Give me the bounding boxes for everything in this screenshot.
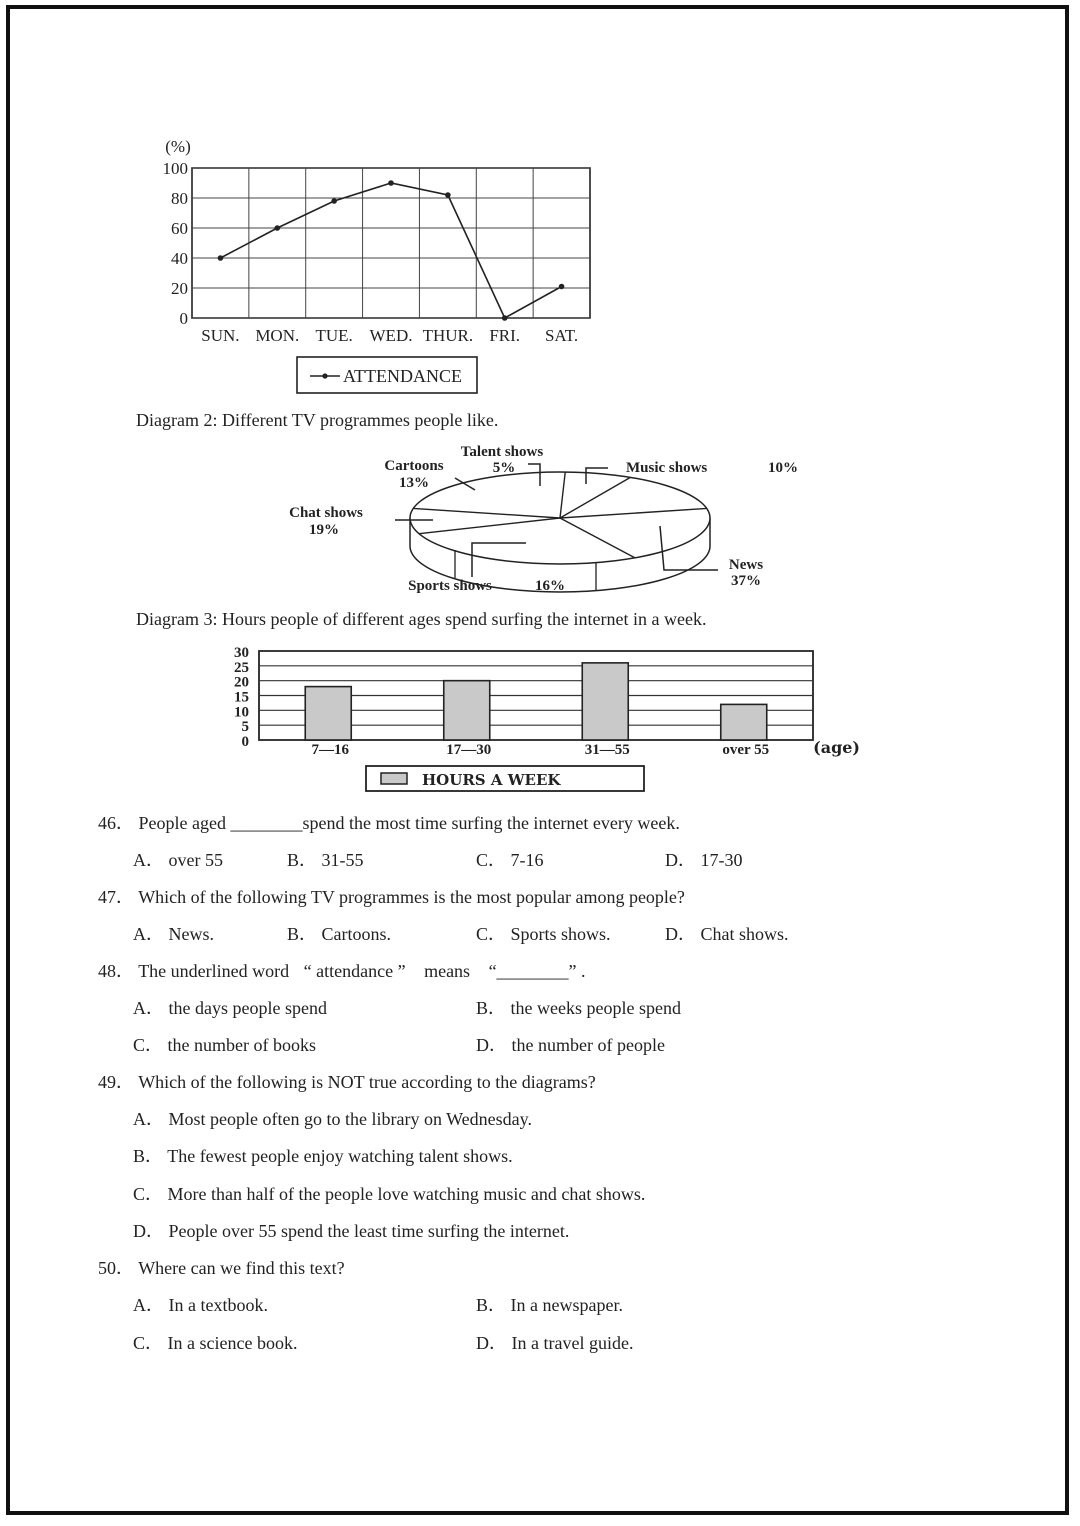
question-number: 49．	[98, 1072, 134, 1092]
x-tick-label: over 55	[722, 742, 770, 758]
line-chart-series	[218, 180, 565, 321]
label-sports: Sports shows	[408, 578, 492, 594]
bar	[444, 681, 490, 740]
option-letter: D．	[665, 924, 696, 944]
option-47-d[interactable]	[665, 920, 789, 946]
option-48-c[interactable]	[133, 1031, 316, 1057]
data-point	[218, 255, 224, 261]
option-letter: D．	[133, 1221, 164, 1241]
option-text: Most people often go to the library on Wednesday.	[168, 1109, 532, 1129]
y-tick-label: 80	[171, 189, 188, 208]
y-tick-label: 25	[234, 659, 249, 676]
option-47-c[interactable]	[476, 920, 611, 946]
option-letter: A．	[133, 998, 164, 1018]
label-cartoons-pct: 13%	[399, 475, 429, 491]
option-letter: C．	[476, 850, 507, 870]
option-47-b[interactable]	[287, 920, 391, 946]
label-music-pct: 10%	[768, 460, 798, 476]
question-text: Which of the following is NOT true according to the diagrams?	[138, 1072, 596, 1092]
option-48-d[interactable]	[476, 1031, 665, 1057]
y-tick-label: 0	[179, 309, 188, 328]
y-tick-label: 100	[162, 159, 188, 178]
option-text: the number of people	[511, 1035, 665, 1055]
option-text: 31-55	[321, 850, 364, 870]
y-tick-label: 10	[234, 704, 249, 721]
y-tick-label: 5	[241, 719, 249, 736]
x-tick-label: THUR.	[422, 326, 474, 345]
question-text: The underlined word	[138, 961, 290, 981]
label-news: News	[728, 557, 764, 573]
option-text: People over 55 spend the least time surfing the internet.	[168, 1221, 570, 1241]
tv-programmes-pie-chart	[250, 440, 830, 600]
option-text: Chat shows.	[700, 924, 789, 944]
option-letter: B．	[287, 850, 318, 870]
y-tick-label: 60	[171, 219, 188, 238]
x-tick-label: 17—30	[446, 742, 492, 758]
option-text: the weeks people spend	[510, 998, 681, 1018]
question-48	[98, 957, 586, 983]
bar-chart-legend	[366, 766, 644, 791]
bar-legend-swatch	[381, 773, 407, 784]
bar	[582, 663, 628, 740]
question-47	[98, 883, 685, 909]
attendance-line-chart	[150, 130, 620, 400]
data-point	[445, 192, 451, 198]
diagram-3-caption: Diagram 3: Hours people of different ages spend surfing the internet in a week.	[136, 609, 707, 629]
label-cartoons: Cartoons	[384, 458, 444, 474]
question-text: Which of the following TV programmes is the most popular among people?	[138, 887, 685, 907]
label-sports-pct: 16%	[535, 578, 565, 594]
line-chart-y-ticks	[163, 159, 189, 328]
line-chart-legend	[297, 357, 477, 393]
answer-blank: “________” .	[488, 961, 586, 981]
question-46	[98, 809, 680, 835]
x-tick-label: 31—55	[584, 742, 630, 758]
option-letter: D．	[476, 1035, 507, 1055]
line-chart-y-label: (%)	[165, 137, 191, 156]
option-text: the days people spend	[168, 998, 327, 1018]
bar-chart-x-ticks	[312, 742, 770, 758]
x-tick-label: 7—16	[311, 742, 349, 758]
answer-blank: ________	[230, 813, 303, 833]
option-50-b[interactable]	[476, 1291, 623, 1317]
bar-chart-x-unit: (age)	[813, 738, 860, 757]
data-point	[502, 315, 508, 321]
option-text: In a textbook.	[168, 1295, 268, 1315]
option-text: In a newspaper.	[510, 1295, 623, 1315]
option-50-a[interactable]	[133, 1291, 268, 1317]
option-letter: A．	[133, 1295, 164, 1315]
legend-marker	[322, 373, 327, 378]
question-text-cont: spend the most time surfing the internet every week.	[302, 813, 680, 833]
y-tick-label: 0	[241, 734, 249, 750]
line-chart-grid	[192, 168, 590, 318]
underlined-word: “ attendance ”	[303, 961, 406, 981]
label-talent: Talent shows	[460, 444, 544, 460]
x-tick-label: TUE.	[315, 326, 353, 345]
label-chat-pct: 19%	[309, 522, 339, 538]
option-49-a[interactable]	[133, 1105, 532, 1131]
option-text: over 55	[168, 850, 223, 870]
question-number: 47．	[98, 887, 134, 907]
option-letter: A．	[133, 924, 164, 944]
option-text: In a travel guide.	[511, 1333, 634, 1353]
option-text: More than half of the people love watching music and chat shows.	[167, 1184, 646, 1204]
line-chart-x-ticks	[201, 326, 578, 345]
option-letter: D．	[476, 1333, 507, 1353]
y-tick-label: 40	[171, 249, 188, 268]
option-49-b[interactable]	[133, 1142, 513, 1168]
option-letter: A．	[133, 850, 164, 870]
attendance-line	[220, 183, 561, 318]
data-point	[274, 225, 280, 231]
option-50-d[interactable]	[476, 1329, 633, 1355]
question-text-cont: means	[424, 961, 471, 981]
option-47-a[interactable]	[133, 920, 214, 946]
option-text: the number of books	[167, 1035, 316, 1055]
question-number: 48．	[98, 961, 134, 981]
data-point	[559, 284, 565, 290]
option-letter: C．	[133, 1333, 164, 1353]
option-text: News.	[168, 924, 214, 944]
pie-body	[410, 472, 710, 592]
x-tick-label: MON.	[255, 326, 300, 345]
option-text: Cartoons.	[321, 924, 392, 944]
bar	[305, 687, 351, 740]
bar-chart-bars	[305, 663, 767, 740]
y-tick-label: 30	[234, 645, 249, 661]
plot-frame	[192, 168, 590, 318]
question-text: People aged	[138, 813, 226, 833]
label-chat: Chat shows	[289, 505, 363, 521]
option-49-c[interactable]	[133, 1180, 645, 1206]
question-number: 46．	[98, 813, 134, 833]
option-48-b[interactable]	[476, 994, 681, 1020]
x-tick-label: FRI.	[489, 326, 521, 345]
question-number: 50．	[98, 1258, 134, 1278]
option-46-d[interactable]	[665, 846, 743, 872]
option-letter: C．	[133, 1035, 164, 1055]
option-text: The fewest people enjoy watching talent shows.	[167, 1146, 513, 1166]
y-tick-label: 20	[171, 279, 188, 298]
option-50-c[interactable]	[133, 1329, 297, 1355]
option-letter: A．	[133, 1109, 164, 1129]
diagram-2-caption: Diagram 2: Different TV programmes people like.	[136, 410, 499, 430]
question-text: Where can we find this text?	[138, 1258, 345, 1278]
option-letter: D．	[665, 850, 696, 870]
data-point	[388, 180, 394, 186]
option-text: In a science book.	[167, 1333, 298, 1353]
option-letter: C．	[133, 1184, 164, 1204]
option-46-a[interactable]	[133, 846, 223, 872]
bar-chart-y-ticks	[234, 645, 249, 750]
bar	[721, 704, 767, 740]
option-letter: B．	[476, 998, 507, 1018]
legend-label: ATTENDANCE	[343, 366, 462, 386]
option-46-b[interactable]	[287, 846, 364, 872]
option-letter: B．	[476, 1295, 507, 1315]
x-tick-label: WED.	[369, 326, 413, 345]
y-tick-label: 15	[234, 689, 249, 706]
option-48-a[interactable]	[133, 994, 327, 1020]
option-text: Sports shows.	[510, 924, 611, 944]
label-talent-pct: 5%	[492, 460, 516, 476]
option-text: 17-30	[700, 850, 743, 870]
x-tick-label: SUN.	[201, 326, 240, 345]
option-letter: C．	[476, 924, 507, 944]
option-46-c[interactable]	[476, 846, 544, 872]
x-tick-label: SAT.	[544, 326, 579, 345]
option-49-d[interactable]	[133, 1217, 569, 1243]
bar-legend-label: HOURS A WEEK	[422, 771, 561, 789]
option-letter: B．	[287, 924, 318, 944]
option-letter: B．	[133, 1146, 164, 1166]
option-text: 7-16	[510, 850, 544, 870]
label-music: Music shows	[626, 460, 708, 476]
y-tick-label: 20	[234, 674, 249, 691]
question-50	[98, 1254, 345, 1280]
label-news-pct: 37%	[731, 573, 761, 589]
internet-hours-bar-chart	[215, 640, 875, 800]
data-point	[331, 198, 337, 204]
question-49	[98, 1068, 596, 1094]
